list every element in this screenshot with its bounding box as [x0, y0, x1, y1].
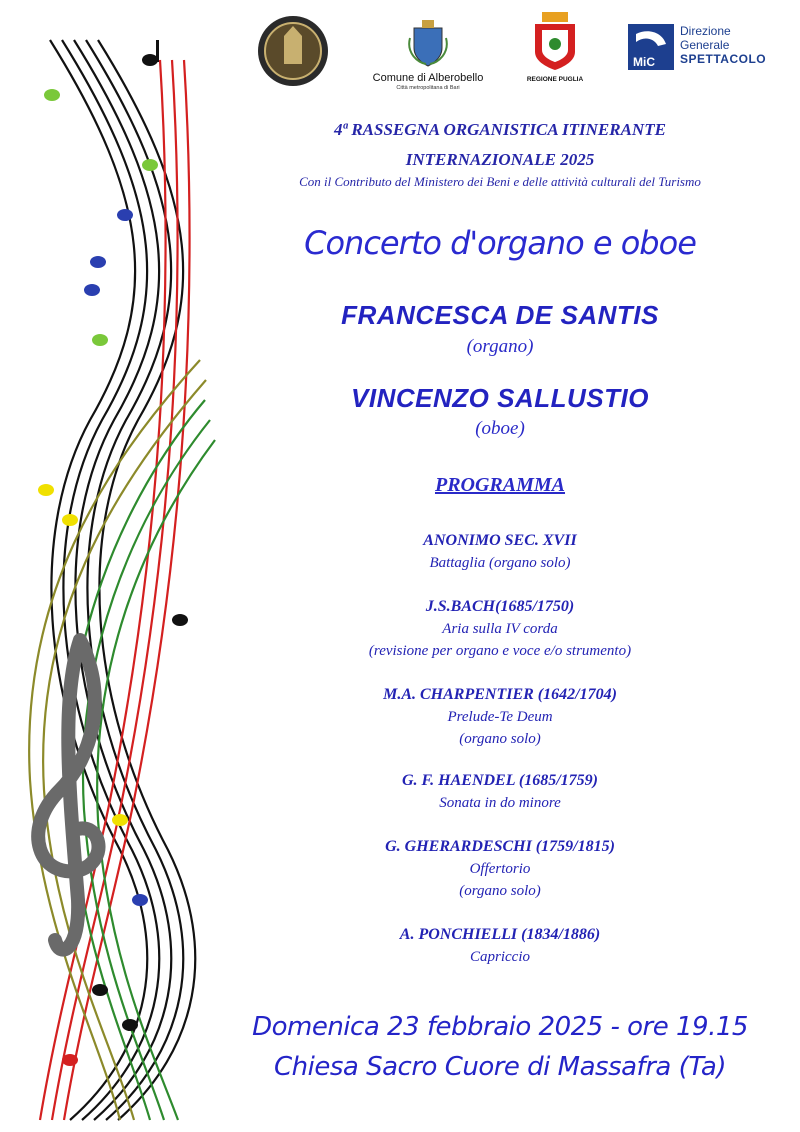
- program-item: [240, 924, 760, 968]
- performer-instrument-2: (oboe): [475, 418, 525, 439]
- program-piece: Sonata in do minore: [439, 795, 561, 811]
- program-piece: Aria sulla IV corda: [442, 621, 558, 637]
- regione-name: REGIONE PUGLIA: [526, 76, 584, 83]
- rassegna-line1: 4ª RASSEGNA ORGANISTICA ITINERANTE: [334, 120, 666, 139]
- program-piece: Battaglia (organo solo): [429, 555, 571, 571]
- program-composer: M.A. CHARPENTIER (1642/1704): [383, 686, 617, 703]
- regione-puglia-logo: [520, 10, 590, 90]
- regione-crest-icon: [532, 12, 578, 72]
- program-piece-note: (organo solo): [459, 731, 541, 747]
- mic-badge-icon: [628, 24, 674, 70]
- performer-name-2: VINCENZO SALLUSTIO: [351, 383, 649, 413]
- comune-crest-icon: [408, 18, 448, 68]
- staff-lines: [29, 40, 215, 1120]
- logo-bar: [250, 10, 790, 90]
- program-piece: Capriccio: [470, 949, 530, 965]
- program-composer: ANONIMO SEC. XVII: [423, 532, 577, 549]
- treble-clef: [38, 640, 98, 950]
- program-composer: J.S.BACH(1685/1750): [425, 598, 575, 615]
- event-place: Chiesa Sacro Cuore di Massafra (Ta): [274, 1052, 726, 1082]
- program-piece: Offertorio: [469, 861, 531, 877]
- program-composer: G. F. HAENDEL (1685/1759): [401, 772, 598, 789]
- seal-logo: [256, 14, 330, 88]
- program-piece: Prelude-Te Deum: [447, 709, 553, 725]
- contributo-text: Con il Contributo del Ministero dei Beni e delle attività culturali del Turismo: [299, 174, 701, 189]
- program-item: [240, 530, 760, 574]
- program-item: [240, 836, 760, 902]
- music-staff-decoration: [0, 0, 230, 1132]
- mic-line3: SPETTACOLO: [680, 52, 767, 66]
- program-item: [240, 684, 760, 750]
- mic-badge-text: MiC: [633, 55, 655, 69]
- concert-title: Concerto d'organo e oboe: [304, 224, 696, 262]
- event-date: Domenica 23 febbraio 2025 - ore 19.15: [252, 1012, 748, 1042]
- comune-logo: [368, 10, 488, 90]
- mic-text: [680, 24, 766, 66]
- comune-subtitle: Città metropolitana di Bari: [396, 85, 460, 91]
- program-item: [240, 770, 760, 814]
- program-composer: G. GHERARDESCHI (1759/1815): [385, 838, 615, 855]
- performer-name-1: FRANCESCA DE SANTIS: [341, 300, 659, 330]
- mic-line1: Direzione: [680, 24, 731, 38]
- programma-heading: PROGRAMMA: [434, 474, 566, 496]
- rassegna-line2: INTERNAZIONALE 2025: [405, 150, 595, 169]
- program-composer: A. PONCHIELLI (1834/1886): [399, 926, 601, 943]
- program-piece-note: (organo solo): [459, 883, 541, 899]
- mic-line2: Generale: [680, 38, 730, 52]
- mic-logo: [628, 24, 778, 74]
- performer-instrument-1: (organo): [466, 336, 534, 357]
- program-item: [240, 596, 760, 662]
- comune-name: Comune di Alberobello: [372, 72, 484, 84]
- program-piece-note: (revisione per organo e voce e/o strumento): [368, 643, 632, 659]
